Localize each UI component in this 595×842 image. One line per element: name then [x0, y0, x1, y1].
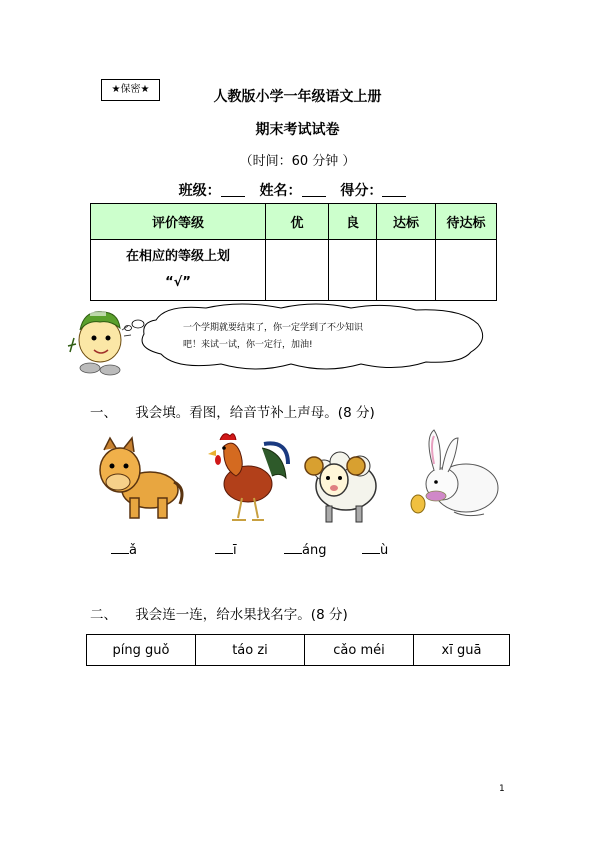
grade-table: [90, 203, 497, 301]
grade-cell-needs-work[interactable]: [436, 240, 497, 301]
score-label: 得分：: [340, 183, 383, 199]
exam-subtitle: 期末考试试卷: [255, 122, 340, 138]
pinyin-blank-2[interactable]: [215, 542, 237, 558]
page-title: 人教版小学一年级语文上册: [213, 89, 382, 105]
fruit-pinyin-cell[interactable]: xī guā: [414, 635, 510, 666]
section-1-title: 我会填。看图，给音节补上声母。(8 分): [135, 405, 375, 421]
fruit-pinyin-table: [86, 634, 510, 666]
section-2-number: 二、: [90, 607, 117, 623]
grade-row-label: [91, 240, 266, 301]
grade-cell-pass[interactable]: [377, 240, 436, 301]
fruit-pinyin-cell[interactable]: táo zi: [196, 635, 305, 666]
section-1-number: 一、: [90, 405, 117, 421]
section-2-title: 我会连一连，给水果找名字。(8 分): [135, 607, 348, 623]
speech-line-1: 一个学期就要结束了，你一定学到了不少知识: [183, 323, 364, 333]
grade-header-cell: 待达标: [436, 204, 497, 240]
pinyin-final-4: ù: [380, 543, 389, 558]
class-label: 班级：: [178, 183, 221, 199]
grade-row-label-line1: 在相应的等级上划: [125, 249, 230, 264]
score-blank[interactable]: [382, 182, 406, 197]
pinyin-final-1: ǎ: [129, 543, 137, 558]
pinyin-blank-3[interactable]: [284, 542, 326, 558]
pinyin-blank-4[interactable]: [362, 542, 388, 558]
exam-time: （时间：60 分钟 ）: [239, 154, 356, 169]
fruit-pinyin-row: [87, 635, 510, 666]
speech-line-2: 吧！来试一试，你一定行，加油!: [183, 340, 313, 350]
rooster-image: [206, 428, 290, 524]
grade-table-row: [91, 240, 497, 301]
grade-header-cell: 评价等级: [91, 204, 266, 240]
page-number: 1: [499, 784, 505, 794]
name-label: 姓名：: [259, 183, 302, 199]
pinyin-final-2: ī: [233, 543, 237, 558]
horse-image: [96, 436, 184, 520]
grade-header-cell: 优: [266, 204, 329, 240]
name-blank[interactable]: [302, 182, 326, 197]
grade-cell-excellent[interactable]: [266, 240, 329, 301]
class-blank[interactable]: [221, 182, 245, 197]
grade-cell-good[interactable]: [329, 240, 377, 301]
pinyin-blank-1[interactable]: [111, 542, 137, 558]
student-info-line: [0, 180, 595, 200]
pinyin-final-3: áng: [302, 543, 327, 558]
rabbit-image: [404, 428, 504, 524]
sheep-image: [300, 430, 384, 526]
fruit-pinyin-cell[interactable]: píng guǒ: [87, 635, 196, 666]
secret-badge: ★保密★: [101, 79, 160, 101]
fruit-pinyin-cell[interactable]: cǎo méi: [305, 635, 414, 666]
grade-header-cell: 良: [329, 204, 377, 240]
grade-table-header: [91, 204, 497, 240]
grade-header-cell: 达标: [377, 204, 436, 240]
boy-mascot-icon: [68, 312, 131, 375]
section-2-heading: [90, 603, 348, 623]
section-1-heading: [90, 401, 375, 421]
grade-row-label-line2: “√”: [165, 275, 191, 290]
speech-bubble-text: [183, 320, 409, 354]
